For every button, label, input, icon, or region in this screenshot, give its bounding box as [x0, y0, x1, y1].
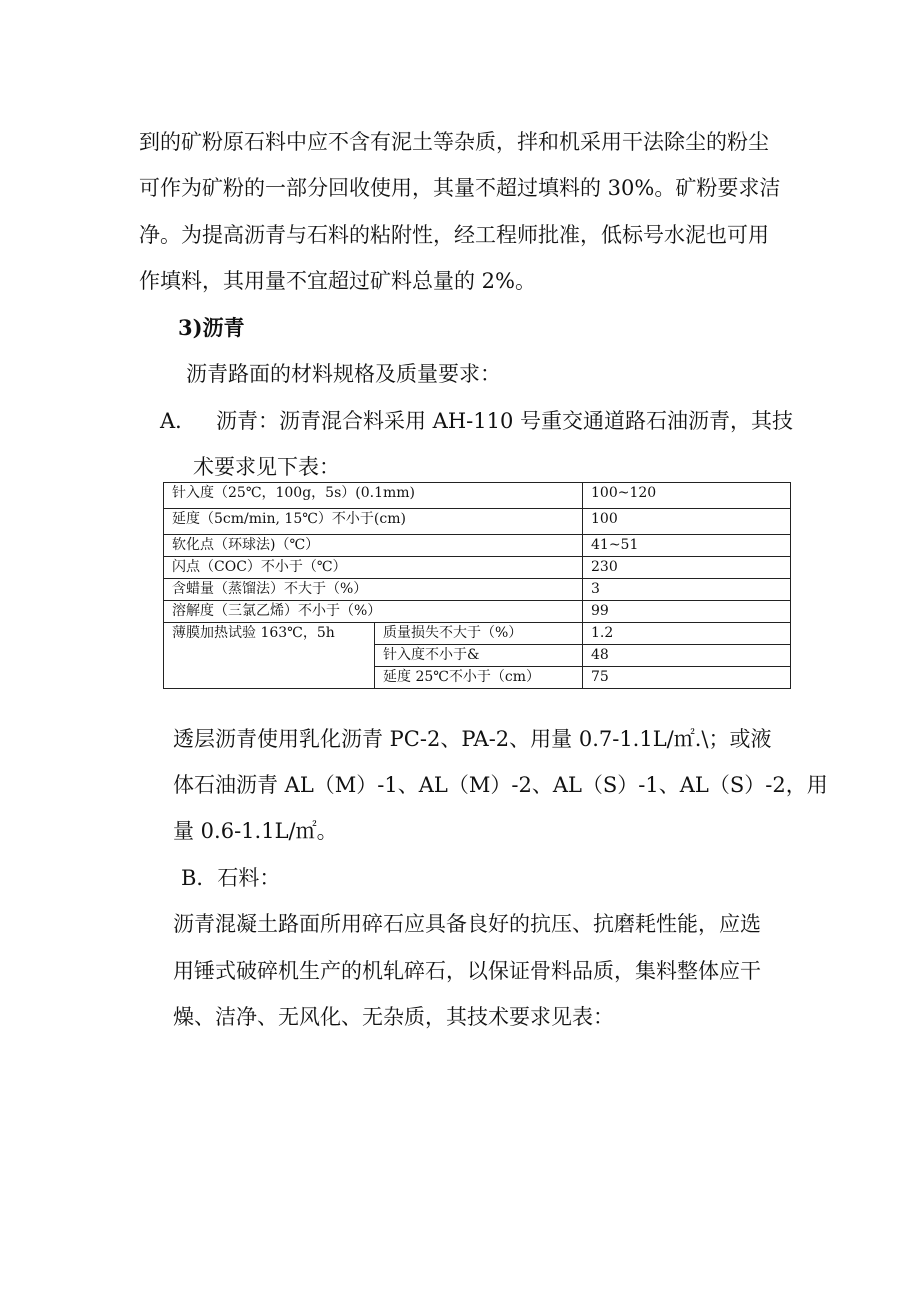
- table-cell-label: 针入度（25℃，100g，5s）(0.1mm): [164, 483, 583, 509]
- table-cell-label: 含蜡量（蒸馏法）不大于（%）: [164, 579, 583, 601]
- table-cell-value: 100~120: [583, 483, 791, 509]
- table-cell-sublabel: 延度 25℃不小于（cm）: [375, 667, 583, 689]
- table-cell-label: 溶解度（三氯乙烯）不小于（%）: [164, 601, 583, 623]
- paragraph-line: 到的矿粉原石料中应不含有泥土等杂质，拌和机采用干法除尘的粉尘: [139, 130, 769, 154]
- intro-text: 沥青路面的材料规格及质量要求：: [186, 362, 501, 386]
- table-cell-value: 1.2: [583, 623, 791, 645]
- table-row: [164, 483, 791, 509]
- paragraph-line: 可作为矿粉的一部分回收使用，其量不超过填料的 30%。矿粉要求洁: [139, 176, 781, 200]
- table-cell-label: 延度（5cm/min, 15℃）不小于(cm): [164, 509, 583, 535]
- table-row: [164, 623, 791, 645]
- table-row: [164, 509, 791, 535]
- table-cell-value: 75: [583, 667, 791, 689]
- table-cell-value: 41~51: [583, 535, 791, 557]
- table-cell-film-test: 薄膜加热试验 163℃，5h: [164, 623, 375, 689]
- item-b-heading: B．石料：: [181, 866, 281, 890]
- paragraph-line: 用锤式破碎机生产的机轧碎石，以保证骨料品质，集料整体应干: [173, 959, 761, 983]
- asphalt-spec-table: [163, 482, 791, 689]
- paragraph-line: 体石油沥青 AL（M）-1、AL（M）-2、AL（S）-1、AL（S）-2，用: [173, 773, 828, 797]
- table-cell-value: 48: [583, 645, 791, 667]
- table-cell-sublabel: 针入度不小于&: [375, 645, 583, 667]
- paragraph-line: 沥青混凝土路面所用碎石应具备良好的抗压、抗磨耗性能，应选: [173, 912, 761, 936]
- item-a-line: 沥青：沥青混合料采用 AH-110 号重交通道路石油沥青，其技: [216, 409, 794, 433]
- table-row: [164, 601, 791, 623]
- paragraph-line: 量 0.6-1.1L/㎡。: [173, 819, 338, 843]
- table-cell-sublabel: 质量损失不大于（%）: [375, 623, 583, 645]
- table-cell-value: 230: [583, 557, 791, 579]
- paragraph-line: 作填料，其用量不宜超过矿料总量的 2%。: [139, 269, 536, 293]
- paragraph-line: 燥、洁净、无风化、无杂质，其技术要求见表：: [173, 1005, 614, 1029]
- table-cell-value: 99: [583, 601, 791, 623]
- table-cell-label: 软化点（环球法)（℃）: [164, 535, 583, 557]
- item-a-marker: A．: [160, 409, 197, 433]
- table-row: [164, 557, 791, 579]
- item-a-line: 术要求见下表：: [193, 455, 340, 479]
- section-heading: 3)沥青: [178, 315, 245, 340]
- table-cell-label: 闪点（COC）不小于（℃）: [164, 557, 583, 579]
- table-row: [164, 579, 791, 601]
- table-cell-value: 100: [583, 509, 791, 535]
- table-row: [164, 535, 791, 557]
- paragraph-line: 净。为提高沥青与石料的粘附性，经工程师批准，低标号水泥也可用: [139, 223, 769, 247]
- table-cell-value: 3: [583, 579, 791, 601]
- paragraph-line: 透层沥青使用乳化沥青 PC-2、PA-2、用量 0.7-1.1L/㎡.\；或液: [173, 727, 772, 751]
